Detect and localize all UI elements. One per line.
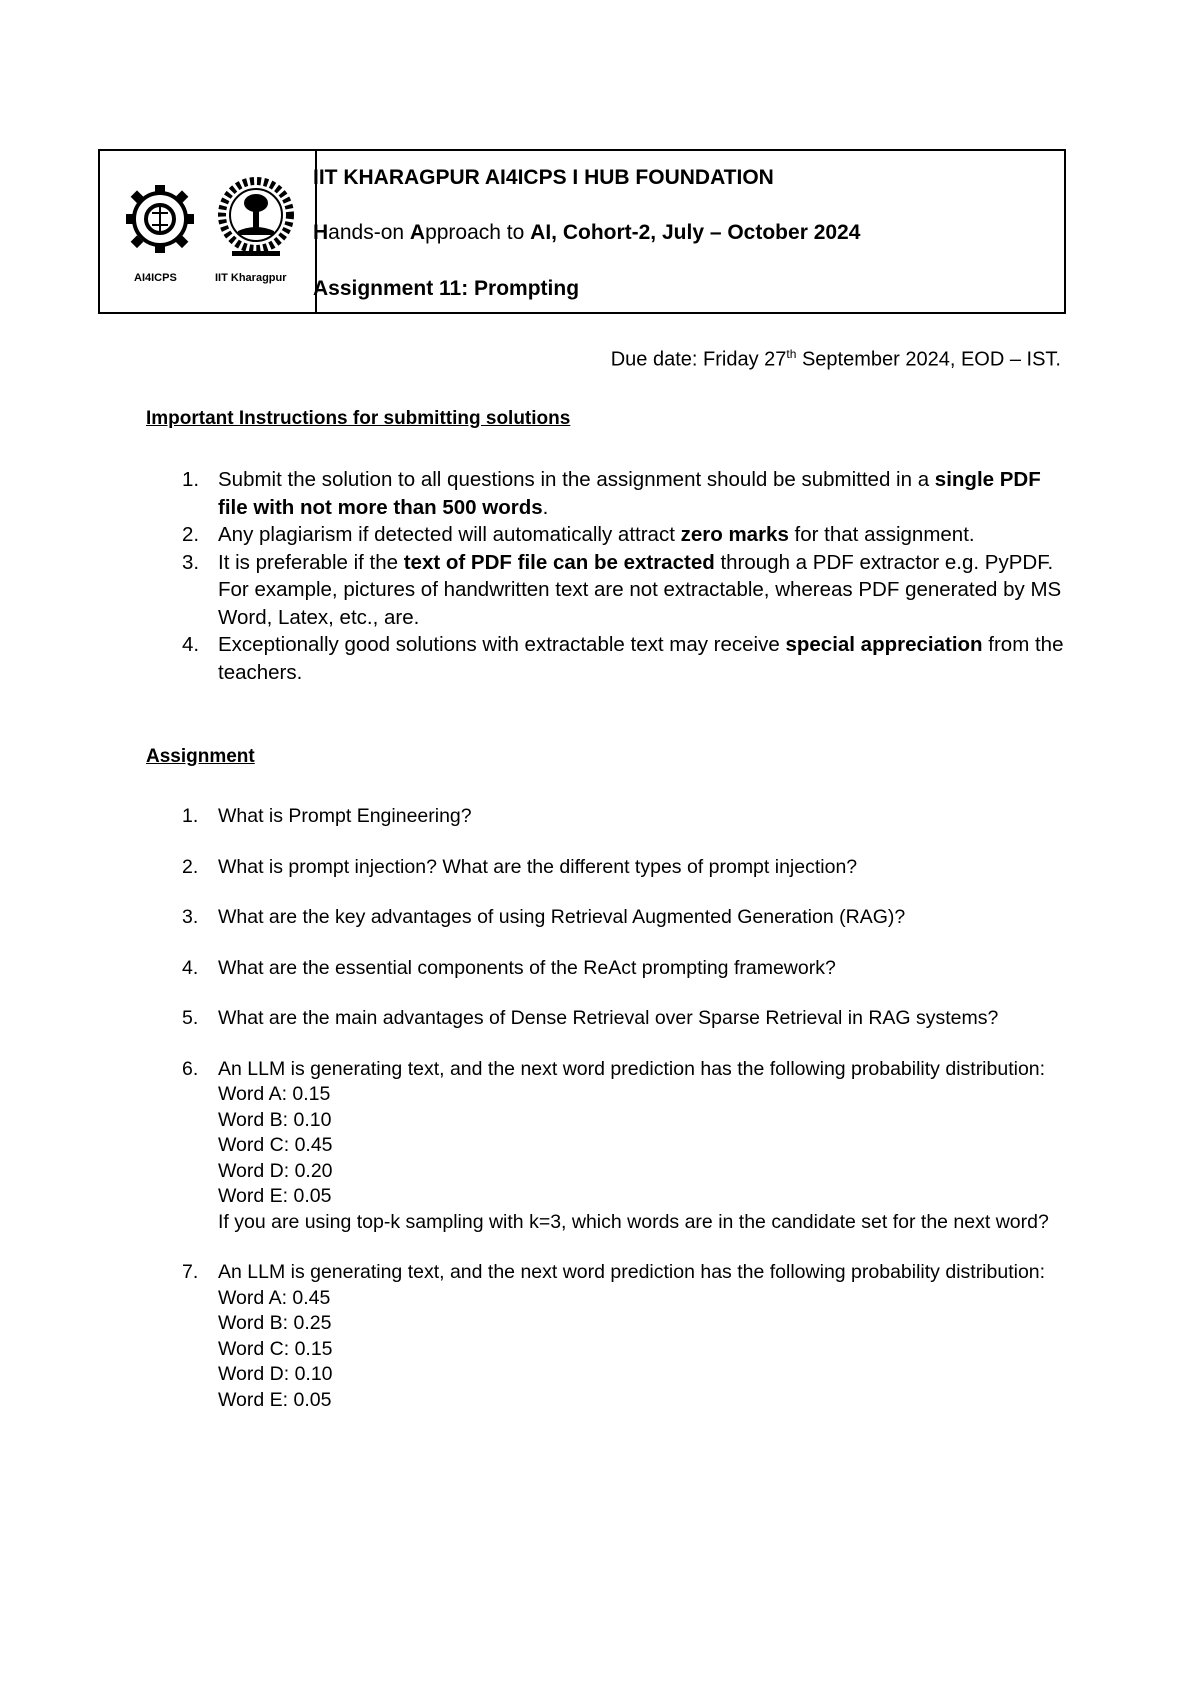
iit-kharagpur-seal-icon <box>216 173 296 273</box>
question-line: Word C: 0.15 <box>218 1337 333 1360</box>
questions-list <box>146 804 1066 1413</box>
question-text: An LLM is generating text, and the next word prediction has the following probability distribution: <box>218 1057 1046 1080</box>
question-item <box>146 905 1066 931</box>
text-run: pproach to <box>425 221 531 244</box>
question-text: What is Prompt Engineering? <box>218 805 472 827</box>
instruction-number: 4. <box>182 633 200 656</box>
question-line: Word A: 0.15 <box>218 1083 331 1105</box>
text-run: Exceptionally good solutions with extractable text may receive <box>218 633 786 656</box>
question-item <box>146 1057 1066 1236</box>
iit-kharagpur-logo-label: IIT Kharagpur <box>215 272 287 284</box>
bold-text-run: A <box>409 221 426 244</box>
text-run: Any plagiarism if detected will automatically attract <box>218 523 681 546</box>
instructions-list <box>146 466 1066 686</box>
text-run: It is preferable if the <box>218 550 404 574</box>
due-date-superscript: th <box>786 347 797 361</box>
question-number: 3. <box>182 906 199 928</box>
question-number: 2. <box>182 855 199 878</box>
ai4icps-logo-icon <box>118 175 208 275</box>
question-line: Word D: 0.10 <box>218 1363 333 1385</box>
instruction-text <box>218 523 975 546</box>
question-text: What is prompt injection? What are the different types of prompt injection? <box>218 855 858 878</box>
question-text: What are the main advantages of Dense Retrieval over Sparse Retrieval in RAG systems? <box>218 1007 999 1029</box>
question-item <box>146 1260 1066 1413</box>
question-item <box>146 804 1066 830</box>
question-line: Word E: 0.05 <box>218 1185 332 1207</box>
bold-text-run: special appreciation <box>785 633 983 656</box>
question-text: An LLM is generating text, and the next word prediction has the following probability distribution: <box>218 1261 1046 1283</box>
question-item <box>146 855 1066 881</box>
bold-text-run: AI, Cohort-2, July – October 2024 <box>530 221 861 244</box>
bold-text-run: text of PDF file can be extracted <box>403 550 715 574</box>
bold-text-run: zero marks <box>680 523 789 546</box>
question-line: Word A: 0.45 <box>218 1286 331 1309</box>
question-line: Word E: 0.05 <box>218 1388 332 1411</box>
ai4icps-logo-label: AI4ICPS <box>134 272 177 284</box>
instruction-item <box>146 631 1066 686</box>
question-number: 4. <box>182 956 199 979</box>
text-run: through a PDF extractor e.g. PyPDF. For example, pictures of handwritten text are not extractable, whereas PDF generated by MS Word, Latex, etc., are. <box>218 550 1062 629</box>
text-run: Submit the solution to all questions in the assignment should be submitted in a <box>218 468 935 491</box>
question-line: Word D: 0.20 <box>218 1159 333 1182</box>
instruction-item <box>146 521 1066 549</box>
question-text: What are the essential components of the ReAct prompting framework? <box>218 956 836 979</box>
instructions-heading: Important Instructions for submitting solutions <box>146 408 571 429</box>
instruction-number: 3. <box>182 550 200 574</box>
course-title <box>313 221 860 245</box>
question-number: 6. <box>182 1057 199 1080</box>
question-number: 1. <box>182 805 199 827</box>
text-run: ands-on <box>328 221 410 244</box>
assignment-heading: Assignment <box>146 746 255 767</box>
text-run: . <box>542 495 549 519</box>
instruction-item <box>146 466 1066 521</box>
bold-text-run: H <box>313 221 329 244</box>
assignment-title: Assignment 11: Prompting <box>313 277 580 300</box>
question-line: If you are using top-k sampling with k=3, which words are in the candidate set for the next word? <box>218 1210 1049 1233</box>
due-date-suffix: September 2024, EOD – IST. <box>796 348 1061 371</box>
question-text: What are the key advantages of using Retrieval Augmented Generation (RAG)? <box>218 906 906 928</box>
instruction-text <box>218 551 1061 629</box>
question-line: Word B: 0.10 <box>218 1108 332 1131</box>
question-number: 5. <box>182 1007 199 1029</box>
question-line: Word B: 0.25 <box>218 1312 332 1334</box>
text-run: for that assignment. <box>788 523 975 546</box>
instruction-text <box>218 633 1063 684</box>
logo-cell <box>100 151 317 312</box>
instruction-item <box>146 549 1066 632</box>
due-date-prefix: Due date: Friday 27 <box>610 348 787 371</box>
instruction-number: 1. <box>182 468 200 491</box>
instruction-text <box>218 468 1041 519</box>
due-date <box>611 347 1061 372</box>
organization-title: IIT KHARAGPUR AI4ICPS I HUB FOUNDATION <box>313 166 774 189</box>
question-number: 7. <box>182 1261 199 1283</box>
text-run: from the teachers. <box>218 633 1064 684</box>
question-line: Word C: 0.45 <box>218 1134 333 1156</box>
bold-text-run: single PDF file with not more than 500 words <box>218 468 1041 519</box>
question-item <box>146 1006 1066 1032</box>
question-item <box>146 956 1066 982</box>
instruction-number: 2. <box>182 523 200 546</box>
